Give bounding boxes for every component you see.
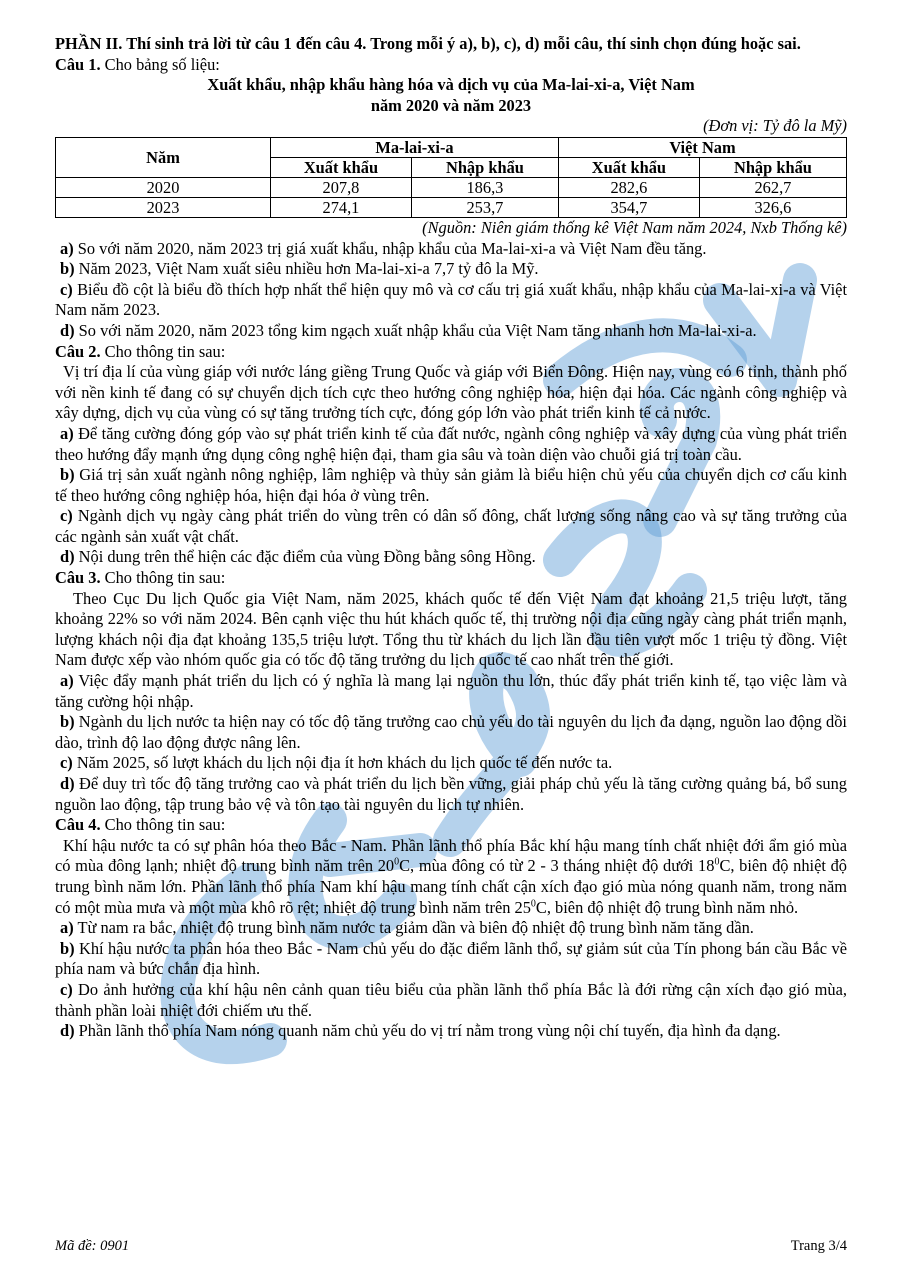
q1-option-c <box>55 280 847 321</box>
option-label: a) <box>60 238 74 258</box>
option-text: Nội dung trên thể hiện các đặc điểm của vùng Đồng bằng sông Hồng. <box>74 547 536 567</box>
q2-option-b <box>55 465 847 506</box>
option-label: a) <box>60 423 74 443</box>
table-title-line-2: năm 2020 và năm 2023 <box>370 95 532 115</box>
option-text: Việc đẩy mạnh phát triển du lịch có ý nghĩa là mang lại nguồn thu lớn, thúc đẩy phát triển kinh tế, tạo việc làm và tăng cường hội nhập. <box>55 671 847 711</box>
option-label: b) <box>60 259 75 279</box>
q4-option-b <box>55 939 847 980</box>
option-label: c) <box>60 279 73 299</box>
option-text: So với năm 2020, năm 2023 trị giá xuất khẩu, nhập khẩu của Ma-lai-xi-a và Việt Nam đều tăng. <box>73 238 707 258</box>
table-row <box>56 177 847 197</box>
q3-option-a <box>55 671 847 712</box>
option-label: b) <box>60 712 75 732</box>
option-label: d) <box>60 774 75 793</box>
degree-mark: 0 <box>530 898 536 910</box>
q1-label: Câu 1. <box>55 54 101 74</box>
header-malaysia: Ma-lai-xi-a <box>271 137 559 157</box>
option-label: c) <box>60 979 73 999</box>
q2-label: Câu 2. <box>55 341 101 361</box>
q4-passage <box>55 836 847 918</box>
q3-option-d <box>55 774 847 815</box>
q1-option-d <box>55 321 847 342</box>
option-label: b) <box>60 465 75 485</box>
option-text: Năm 2023, Việt Nam xuất siêu nhiều hơn Ma-lai-xi-a 7,7 tỷ đô la Mỹ. <box>74 259 539 279</box>
option-label: d) <box>60 547 75 567</box>
q4-option-c <box>55 980 847 1021</box>
page-number: Trang 3/4 <box>790 1238 847 1254</box>
cell-vn-import: 262,7 <box>699 177 846 197</box>
header-year: Năm <box>56 137 271 177</box>
q1-intro <box>55 55 847 76</box>
q2-option-c <box>55 506 847 547</box>
q1-option-b <box>55 259 847 280</box>
part-heading: PHẦN II. Thí sinh trả lời từ câu 1 đến câu 4. Trong mỗi ý a), b), c), d) mỗi câu, thí sinh chọn đúng hoặc sai. <box>55 34 801 53</box>
cell-vn-export: 354,7 <box>558 197 699 217</box>
cell-year: 2023 <box>56 197 271 217</box>
cell-vn-import: 326,6 <box>699 197 846 217</box>
q1-intro-text: Cho bảng số liệu: <box>100 54 220 74</box>
q4-passage-part-1: Khí hậu nước ta có sự phân hóa theo Bắc - Nam. Phần lãnh thổ phía Bắc khí hậu mang tính chất nhiệt đới ẩm gió mùa có mùa đông lạnh; nhiệt độ trung bình năm trên 20 <box>55 835 847 876</box>
option-text: Từ nam ra bắc, nhiệt độ trung bình năm nước ta giảm dần và biên độ nhiệt độ trung bình năm tăng dần. <box>73 918 754 938</box>
option-text: Biểu đồ cột là biểu đồ thích hợp nhất thể hiện quy mô và cơ cấu trị giá xuất khẩu, nhập khẩu của Ma-lai-xi-a và Việt Nam năm 2023. <box>55 279 847 320</box>
q4-option-d <box>55 1021 847 1042</box>
degree-mark: 0 <box>394 856 400 868</box>
table-unit: (Đơn vị: Tỷ đô la Mỹ) <box>703 116 847 136</box>
option-text: Khí hậu nước ta phân hóa theo Bắc - Nam chủ yếu do đặc điểm lãnh thổ, sự giảm sút của Tín phong bán cầu Bắc về phía nam và bức chắn địa hình. <box>55 938 847 979</box>
exam-page <box>55 34 847 1042</box>
q2-intro <box>55 342 847 363</box>
option-label: c) <box>60 506 73 526</box>
q4-passage-part-4: C, biên độ nhiệt độ trung bình năm nhỏ. <box>535 897 799 917</box>
q4-passage-part-2: C, mùa đông có từ 2 - 3 tháng nhiệt độ dưới 18 <box>399 856 715 876</box>
header-my-import: Nhập khẩu <box>411 157 558 177</box>
option-text: Giá trị sản xuất ngành nông nghiệp, lâm nghiệp và thủy sản giảm là biểu hiện chủ yếu của chuyển dịch cơ cấu kinh tế theo hướng công nghiệp hóa, hiện đại hóa ở vùng trên. <box>55 465 847 505</box>
cell-my-export: 207,8 <box>271 177 412 197</box>
cell-year: 2020 <box>56 177 271 197</box>
option-label: b) <box>60 938 75 958</box>
q3-intro-text: Cho thông tin sau: <box>100 568 226 588</box>
q3-passage: Theo Cục Du lịch Quốc gia Việt Nam, năm 2025, khách quốc tế đến Việt Nam đạt khoảng 21,5 triệu lượt, tăng khoảng 22% so với năm 2024. Bên cạnh việc thu hút khách quốc tế, thị trường nội địa cũng ngày càng phát triển mạnh, lượng khách nội địa đạt khoảng 135,5 triệu lượt. Tổng thu từ khách du lịch lần đầu tiên vượt mốc 1 triệu tỷ đồng. Việt Nam được xếp vào nhóm quốc gia có tốc độ tăng trưởng du lịch quốc tế cao nhất trên thế giới. <box>55 588 847 670</box>
option-text: Do ảnh hưởng của khí hậu nên cảnh quan tiêu biểu của phần lãnh thổ phía Bắc là đới rừng cận xích đạo gió mùa, thành phần loài nhiệt đới chiếm ưu thế. <box>55 979 847 1020</box>
option-label: d) <box>60 1021 75 1041</box>
cell-vn-export: 282,6 <box>558 177 699 197</box>
q4-intro <box>55 815 847 836</box>
degree-mark: 0 <box>714 856 720 868</box>
q2-passage: Vị trí địa lí của vùng giáp với nước láng giềng Trung Quốc và giáp với Biển Đông. Hiện nay, vùng có 6 tỉnh, thành phố với nền kinh tế đang có sự chuyển dịch tích cực theo hướng công nghiệp hóa, hiện đại hóa. Các ngành công nghiệp và xây dựng, dịch vụ của vùng có sự tăng trưởng tích cực, đóng góp lớn vào phát triển kinh tế cả nước. <box>55 362 847 423</box>
trade-table <box>55 137 847 218</box>
option-text: Năm 2025, số lượt khách du lịch nội địa ít hơn khách du lịch quốc tế đến nước ta. <box>72 753 613 773</box>
q3-option-b <box>55 712 847 753</box>
cell-my-import: 253,7 <box>411 197 558 217</box>
option-label: a) <box>60 918 74 938</box>
exam-code: Mã đề: 0901 <box>55 1238 130 1254</box>
cell-my-import: 186,3 <box>411 177 558 197</box>
option-text: Để tăng cường đóng góp vào sự phát triển kinh tế của đất nước, ngành công nghiệp và xây dựng của vùng phát triển theo hướng đẩy mạnh ứng dụng công nghệ hiện đại, tham gia sâu và toàn diện vào chuỗi giá trị toàn cầu. <box>55 423 847 464</box>
cell-my-export: 274,1 <box>271 197 412 217</box>
option-text: So với năm 2020, năm 2023 tổng kim ngạch xuất nhập khẩu của Việt Nam tăng nhanh hơn Ma-lai-xi-a. <box>74 320 757 340</box>
q2-intro-text: Cho thông tin sau: <box>100 341 226 361</box>
q2-option-d <box>55 547 847 568</box>
q4-option-a <box>55 918 847 939</box>
q1-option-a <box>55 239 847 260</box>
option-text: Ngành du lịch nước ta hiện nay có tốc độ tăng trưởng cao chủ yếu do tài nguyên du lịch đa dạng, nguồn lao động dồi dào, trình độ lao động được nâng lên. <box>55 712 847 752</box>
header-vietnam: Việt Nam <box>558 137 846 157</box>
q3-intro <box>55 568 847 589</box>
table-source: (Nguồn: Niên giám thống kê Việt Nam năm 2024, Nxb Thống kê) <box>422 217 847 237</box>
option-label: c) <box>60 753 73 773</box>
header-my-export: Xuất khẩu <box>271 157 412 177</box>
table-title-line-1: Xuất khẩu, nhập khẩu hàng hóa và dịch vụ của Ma-lai-xi-a, Việt Nam <box>207 75 695 95</box>
q2-option-a <box>55 424 847 465</box>
q3-option-c <box>55 753 847 774</box>
option-text: Để duy trì tốc độ tăng trưởng cao và phát triển du lịch bền vững, giải pháp chủ yếu là tăng cường quảng bá, bổ sung nguồn lao động, tập trung bảo vệ và tôn tạo tài nguyên du lịch tự nhiên. <box>55 774 847 814</box>
option-label: a) <box>60 671 74 691</box>
header-vn-export: Xuất khẩu <box>558 157 699 177</box>
option-text: Ngành dịch vụ ngày càng phát triển do vùng trên có dân số đông, chất lượng sống nâng cao và sự tăng trưởng của các ngành sản xuất vật chất. <box>55 506 847 546</box>
q4-label: Câu 4. <box>55 815 101 835</box>
q3-label: Câu 3. <box>55 568 101 588</box>
option-text: Phần lãnh thổ phía Nam nóng quanh năm chủ yếu do vị trí nằm trong vùng nội chí tuyến, địa hình đa dạng. <box>74 1021 781 1041</box>
q4-intro-text: Cho thông tin sau: <box>100 815 226 835</box>
option-label: d) <box>60 320 75 340</box>
q4-passage-part-3: C, biên độ nhiệt độ trung bình năm lớn. Phần lãnh thổ phía Nam khí hậu mang tính chất cận xích đạo gió mùa nóng quanh năm, trong năm có một mùa mưa và một mùa khô rõ rệt; nhiệt độ trung bình năm trên 25 <box>55 856 847 917</box>
table-row <box>56 197 847 217</box>
header-vn-import: Nhập khẩu <box>699 157 846 177</box>
